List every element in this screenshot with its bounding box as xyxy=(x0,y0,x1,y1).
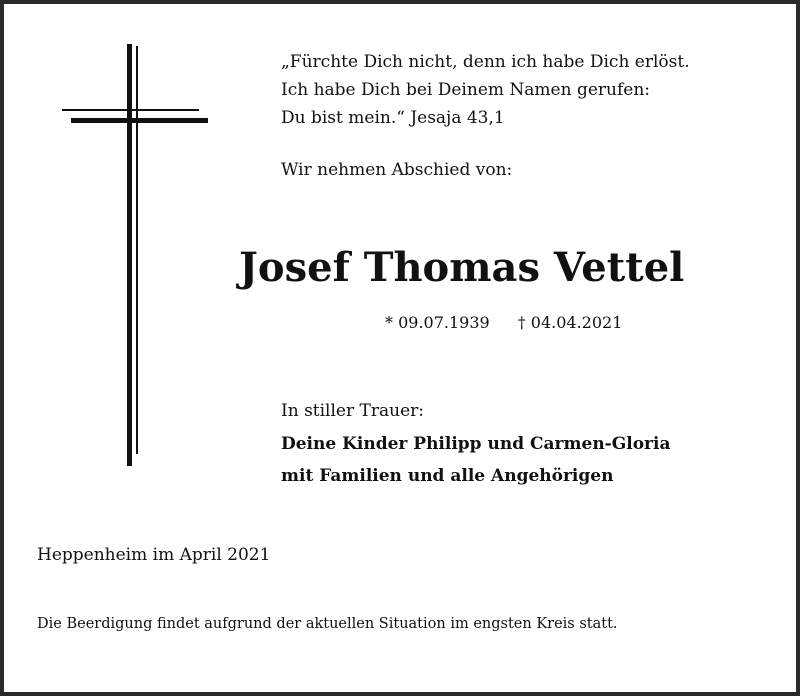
deceased-name-text: Josef Thomas Vettel xyxy=(239,244,685,291)
mourners-line: mit Familien und alle Angehörigen xyxy=(281,466,614,486)
quote-line: „Fürchte Dich nicht, denn ich habe Dich erlöst. xyxy=(281,52,690,72)
quote-line: Ich habe Dich bei Deinem Namen gerufen: xyxy=(281,80,650,100)
place-date: Heppenheim im April 2021 xyxy=(37,545,271,565)
farewell-text: Wir nehmen Abschied von: xyxy=(281,160,513,180)
mourning-intro: In stiller Trauer: xyxy=(281,401,424,421)
birth-date: * 09.07.1939 xyxy=(385,313,490,332)
mourners-line: Deine Kinder Philipp und Carmen-Gloria xyxy=(281,434,671,454)
bible-quote xyxy=(281,48,690,132)
life-dates xyxy=(385,310,622,336)
funeral-note: Die Beerdigung findet aufgrund der aktuellen Situation im engsten Kreis statt. xyxy=(37,616,618,632)
deceased-name xyxy=(4,240,800,296)
mourners xyxy=(281,428,670,492)
quote-line: Du bist mein.“ Jesaja 43,1 xyxy=(281,108,505,128)
death-date: † 04.04.2021 xyxy=(517,313,623,332)
